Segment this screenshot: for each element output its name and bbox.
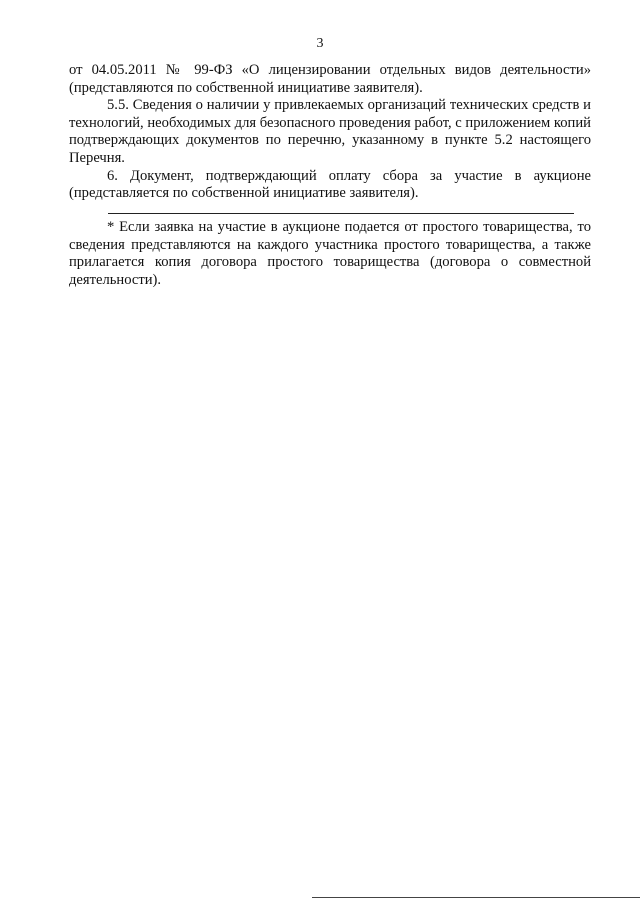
footnote-text: * Если заявка на участие в аукционе подается от простого товарищества, то сведения представляются на каждого участника простого товарищества, а также прилагается копия договора простого товарищества (договора о совместной деятельности).	[69, 219, 591, 288]
footnote-separator	[108, 213, 574, 214]
paragraph-continuation: от 04.05.2011 № 99-ФЗ «О лицензировании отдельных видов деятельности» (представляются по собственной инициативе заявителя).	[69, 62, 591, 96]
document-body	[69, 62, 591, 203]
footnote	[69, 219, 591, 289]
page-bottom-edge	[312, 897, 640, 898]
paragraph-item-5-5: 5.5. Сведения о наличии у привлекаемых организаций технических средств и технологий, необходимых для безопасного проведения работ, с приложением копий подтверждающих документов по перечню, указанному в пункте 5.2 настоящего Перечня.	[69, 97, 591, 166]
page-number: 3	[316, 36, 324, 51]
paragraph-item-6: 6. Документ, подтверждающий оплату сбора за участие в аукционе (представляется по собственной инициативе заявителя).	[69, 167, 591, 202]
